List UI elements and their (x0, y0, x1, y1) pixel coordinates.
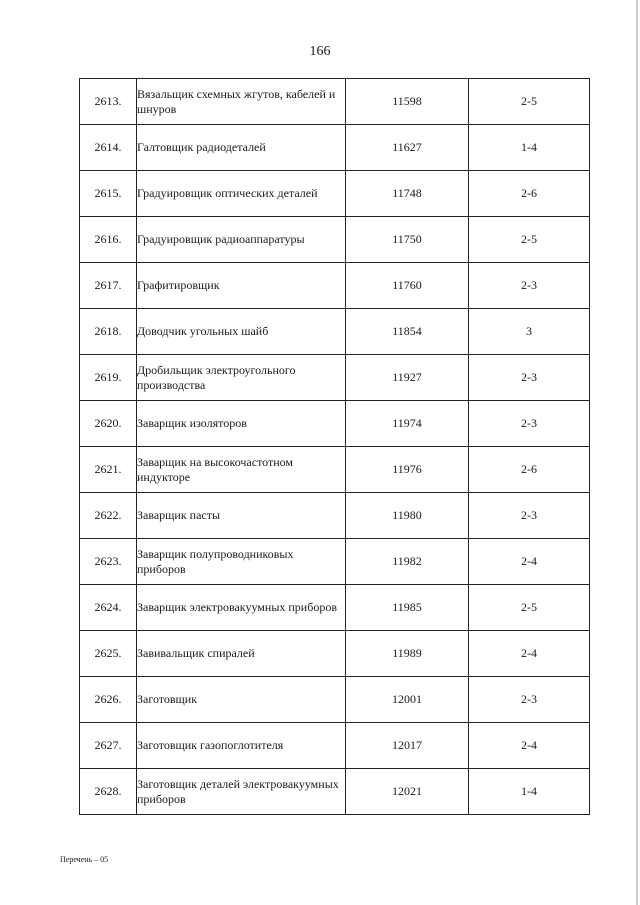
grade-range: 2-4 (469, 631, 590, 677)
profession-name: Заготовщик деталей электровакуумных приборов (137, 769, 346, 815)
row-number: 2623. (80, 539, 137, 585)
table-row (80, 79, 590, 125)
profession-name: Доводчик угольных шайб (137, 309, 346, 355)
row-number: 2620. (80, 401, 137, 447)
row-number: 2628. (80, 769, 137, 815)
table-row (80, 263, 590, 309)
grade-range: 3 (469, 309, 590, 355)
row-number: 2624. (80, 585, 137, 631)
row-number: 2621. (80, 447, 137, 493)
profession-name: Галтовщик радиодеталей (137, 125, 346, 171)
profession-name: Вязальщик схемных жгутов, кабелей и шнуров (137, 79, 346, 125)
grade-range: 2-3 (469, 493, 590, 539)
grade-range: 2-5 (469, 217, 590, 263)
profession-code: 12001 (346, 677, 469, 723)
profession-name: Дробильщик электроугольного производства (137, 355, 346, 401)
profession-code: 11982 (346, 539, 469, 585)
profession-code: 11976 (346, 447, 469, 493)
grade-range: 1-4 (469, 769, 590, 815)
profession-code: 12021 (346, 769, 469, 815)
grade-range: 2-4 (469, 723, 590, 769)
row-number: 2616. (80, 217, 137, 263)
profession-code: 11927 (346, 355, 469, 401)
grade-range: 2-3 (469, 677, 590, 723)
profession-code: 11598 (346, 79, 469, 125)
table-row (80, 125, 590, 171)
profession-name: Заварщик пасты (137, 493, 346, 539)
row-number: 2615. (80, 171, 137, 217)
table-row (80, 309, 590, 355)
page-edge-divider (636, 0, 638, 905)
profession-code: 11748 (346, 171, 469, 217)
grade-range: 2-5 (469, 585, 590, 631)
profession-code: 11985 (346, 585, 469, 631)
profession-code: 11627 (346, 125, 469, 171)
table-row (80, 539, 590, 585)
profession-name: Градуировщик радиоаппаратуры (137, 217, 346, 263)
grade-range: 2-6 (469, 171, 590, 217)
profession-code: 11760 (346, 263, 469, 309)
profession-code: 11974 (346, 401, 469, 447)
table-row (80, 447, 590, 493)
grade-range: 2-5 (469, 79, 590, 125)
table-row (80, 585, 590, 631)
profession-code: 11980 (346, 493, 469, 539)
profession-code: 11750 (346, 217, 469, 263)
grade-range: 2-3 (469, 355, 590, 401)
grade-range: 2-3 (469, 401, 590, 447)
profession-name: Заготовщик (137, 677, 346, 723)
table-body (80, 79, 590, 815)
row-number: 2619. (80, 355, 137, 401)
footer-label: Перечень – 05 (60, 855, 109, 864)
table-row (80, 171, 590, 217)
profession-name: Заварщик электровакуумных приборов (137, 585, 346, 631)
row-number: 2626. (80, 677, 137, 723)
table-row (80, 493, 590, 539)
profession-name: Градуировщик оптических деталей (137, 171, 346, 217)
profession-code: 11854 (346, 309, 469, 355)
table-row (80, 769, 590, 815)
table-row (80, 723, 590, 769)
profession-name: Заварщик изоляторов (137, 401, 346, 447)
table-row (80, 217, 590, 263)
profession-name: Завивальщик спиралей (137, 631, 346, 677)
table-row (80, 355, 590, 401)
table-row (80, 677, 590, 723)
row-number: 2613. (80, 79, 137, 125)
profession-name: Заварщик на высокочастотном индукторе (137, 447, 346, 493)
grade-range: 2-4 (469, 539, 590, 585)
grade-range: 1-4 (469, 125, 590, 171)
profession-code: 12017 (346, 723, 469, 769)
table-row (80, 401, 590, 447)
profession-name: Заварщик полупроводниковых приборов (137, 539, 346, 585)
grade-range: 2-6 (469, 447, 590, 493)
row-number: 2627. (80, 723, 137, 769)
row-number: 2625. (80, 631, 137, 677)
row-number: 2622. (80, 493, 137, 539)
profession-name: Заготовщик газопоглотителя (137, 723, 346, 769)
row-number: 2618. (80, 309, 137, 355)
row-number: 2614. (80, 125, 137, 171)
row-number: 2617. (80, 263, 137, 309)
page-number: 166 (309, 44, 331, 59)
profession-name: Графитировщик (137, 263, 346, 309)
profession-table (79, 78, 590, 815)
table-row (80, 631, 590, 677)
profession-code: 11989 (346, 631, 469, 677)
grade-range: 2-3 (469, 263, 590, 309)
